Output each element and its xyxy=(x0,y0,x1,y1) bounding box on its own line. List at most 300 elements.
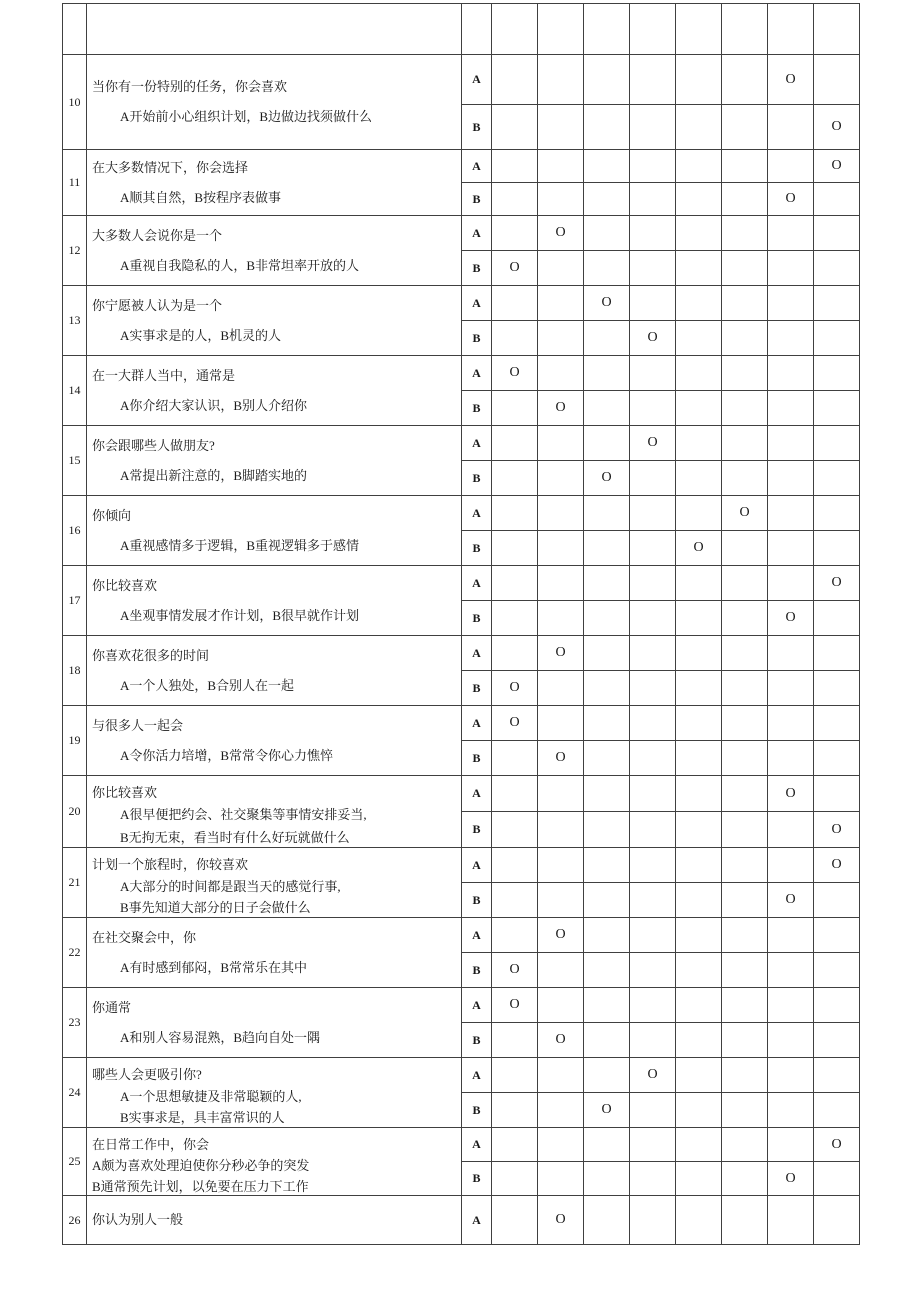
answer-mark-cell: O xyxy=(491,706,537,740)
question-line: 你宁愿被人认为是一个 xyxy=(92,297,223,313)
answer-cell xyxy=(721,460,767,495)
answer-cell xyxy=(813,4,859,54)
answer-cell xyxy=(721,952,767,987)
question-text xyxy=(86,426,461,495)
answer-cell xyxy=(491,150,537,182)
answer-cell xyxy=(721,600,767,635)
question-number: 21 xyxy=(68,875,81,889)
question-line: 在一大群人当中，通常是 xyxy=(92,367,236,383)
question-line: A很早便把约会、社交聚集等事情安排妥当, xyxy=(120,807,367,823)
answer-cell xyxy=(721,776,767,811)
answer-cell xyxy=(537,706,583,740)
answer-cell xyxy=(675,426,721,460)
answer-cell xyxy=(767,356,813,390)
answer-cell xyxy=(721,104,767,149)
answer-mark-cell: O xyxy=(767,776,813,811)
answer-cell xyxy=(491,1058,537,1092)
answer-cell xyxy=(675,882,721,917)
answer-cell xyxy=(583,670,629,705)
answer-cell xyxy=(675,286,721,320)
answer-mark-cell: O xyxy=(813,566,859,600)
answer-mark-cell: O xyxy=(583,460,629,495)
question-block-25 xyxy=(63,1127,859,1195)
answer-mark-cell: O xyxy=(537,918,583,952)
option-label: A xyxy=(461,776,491,811)
option-label: B xyxy=(461,460,491,495)
answer-cell xyxy=(491,286,537,320)
answer-cell xyxy=(675,216,721,250)
answer-cell xyxy=(675,320,721,355)
answer-cell xyxy=(675,1161,721,1195)
question-number: 14 xyxy=(68,383,81,397)
answer-cell xyxy=(537,600,583,635)
answer-mark-cell: O xyxy=(813,848,859,882)
option-label: A xyxy=(461,426,491,460)
answer-cell xyxy=(629,882,675,917)
question-text xyxy=(86,776,461,847)
answer-mark-cell: O xyxy=(491,356,537,390)
answer-mark-cell: O xyxy=(767,1161,813,1195)
answer-cell xyxy=(675,4,721,54)
question-number: 23 xyxy=(68,1015,81,1029)
answer-cell xyxy=(537,4,583,54)
option-label: A xyxy=(461,988,491,1022)
answer-cell xyxy=(675,740,721,775)
answer-cell xyxy=(813,600,859,635)
option-label: B xyxy=(461,104,491,149)
answer-cell xyxy=(767,496,813,530)
question-text xyxy=(86,496,461,565)
answer-cell xyxy=(629,1161,675,1195)
question-line: 你会跟哪些人做朋友? xyxy=(92,437,215,453)
answer-cell xyxy=(583,1161,629,1195)
question-block-16 xyxy=(63,495,859,565)
answer-cell xyxy=(583,356,629,390)
answer-cell xyxy=(491,104,537,149)
answer-cell xyxy=(767,390,813,425)
answer-mark-cell: O xyxy=(629,1058,675,1092)
answer-cell xyxy=(537,104,583,149)
answer-cell xyxy=(721,250,767,285)
question-line: A有时感到郁闷，B常常乐在其中 xyxy=(120,959,308,975)
answer-cell xyxy=(721,55,767,104)
answer-cell xyxy=(537,530,583,565)
answer-cell xyxy=(537,150,583,182)
answer-cell xyxy=(491,600,537,635)
question-line: 计划一个旅程时，你较喜欢 xyxy=(92,857,249,872)
question-block-20 xyxy=(63,775,859,847)
answer-cell xyxy=(629,182,675,215)
answer-cell xyxy=(491,636,537,670)
option-label: B xyxy=(461,530,491,565)
answer-cell xyxy=(813,1058,859,1092)
question-line: 哪些人会更吸引你? xyxy=(92,1067,202,1082)
answer-cell xyxy=(813,390,859,425)
question-line: 你喜欢花很多的时间 xyxy=(92,647,210,663)
answer-cell xyxy=(629,918,675,952)
answer-cell xyxy=(675,150,721,182)
answer-cell xyxy=(813,216,859,250)
answer-mark-cell: O xyxy=(491,952,537,987)
answer-cell xyxy=(767,216,813,250)
question-line: 与很多人一起会 xyxy=(92,717,184,733)
answer-cell xyxy=(767,566,813,600)
answer-cell xyxy=(767,530,813,565)
answer-cell xyxy=(767,670,813,705)
question-line: 在社交聚会中，你 xyxy=(92,929,197,945)
answer-cell xyxy=(583,182,629,215)
answer-cell xyxy=(537,320,583,355)
answer-cell xyxy=(583,104,629,149)
answer-cell xyxy=(491,882,537,917)
answer-cell xyxy=(629,530,675,565)
answer-cell xyxy=(629,4,675,54)
answer-cell xyxy=(721,1022,767,1057)
answer-cell xyxy=(675,1128,721,1161)
answer-cell xyxy=(491,918,537,952)
question-text xyxy=(86,1058,461,1127)
question-text xyxy=(86,4,461,54)
answer-cell xyxy=(813,988,859,1022)
question-block-10 xyxy=(63,54,859,149)
answer-cell xyxy=(491,1196,537,1244)
answer-cell xyxy=(491,4,537,54)
answer-cell xyxy=(491,740,537,775)
answer-cell xyxy=(721,320,767,355)
answer-cell xyxy=(675,390,721,425)
answer-mark-cell: O xyxy=(767,600,813,635)
questionnaire-table xyxy=(62,3,860,1245)
question-line: A重视感情多于逻辑，B重视逻辑多于感情 xyxy=(120,537,360,553)
answer-cell xyxy=(629,55,675,104)
answer-cell xyxy=(767,250,813,285)
answer-cell xyxy=(629,286,675,320)
answer-cell xyxy=(721,216,767,250)
answer-cell xyxy=(813,356,859,390)
answer-cell xyxy=(583,636,629,670)
question-line: A一个人独处，B合别人在一起 xyxy=(120,677,295,693)
answer-cell xyxy=(629,216,675,250)
answer-cell xyxy=(537,250,583,285)
answer-cell xyxy=(491,496,537,530)
answer-cell xyxy=(721,918,767,952)
question-number: 16 xyxy=(68,523,81,537)
answer-cell xyxy=(721,882,767,917)
answer-cell xyxy=(675,55,721,104)
question-line: A和别人容易混熟，B趋向自处一隅 xyxy=(120,1029,321,1045)
answer-cell xyxy=(813,182,859,215)
option-label: B xyxy=(461,182,491,215)
question-number: 18 xyxy=(68,663,81,677)
answer-cell xyxy=(721,150,767,182)
answer-cell xyxy=(675,811,721,847)
answer-cell xyxy=(721,1092,767,1127)
option-label: B xyxy=(461,250,491,285)
question-line: 你通常 xyxy=(92,999,132,1015)
answer-cell xyxy=(767,320,813,355)
question-number: 19 xyxy=(68,733,81,747)
answer-cell xyxy=(491,460,537,495)
question-number: 13 xyxy=(68,313,81,327)
answer-mark-cell: O xyxy=(767,882,813,917)
answer-cell xyxy=(813,670,859,705)
answer-cell xyxy=(721,811,767,847)
answer-cell xyxy=(675,776,721,811)
question-block-21 xyxy=(63,847,859,917)
answer-cell xyxy=(721,390,767,425)
question-text xyxy=(86,636,461,705)
option-label: A xyxy=(461,216,491,250)
answer-cell xyxy=(537,811,583,847)
answer-cell xyxy=(491,320,537,355)
answer-cell xyxy=(583,566,629,600)
question-text xyxy=(86,988,461,1057)
answer-cell xyxy=(675,1058,721,1092)
answer-cell xyxy=(491,1128,537,1161)
answer-cell xyxy=(721,1161,767,1195)
answer-cell xyxy=(721,670,767,705)
answer-cell xyxy=(767,952,813,987)
answer-cell xyxy=(629,150,675,182)
answer-cell xyxy=(583,848,629,882)
answer-mark-cell: O xyxy=(491,988,537,1022)
question-block-24 xyxy=(63,1057,859,1127)
answer-cell xyxy=(721,566,767,600)
question-text xyxy=(86,55,461,149)
answer-cell xyxy=(491,216,537,250)
answer-cell xyxy=(629,988,675,1022)
answer-mark-cell: O xyxy=(767,55,813,104)
question-text xyxy=(86,566,461,635)
question-text xyxy=(86,150,461,215)
answer-cell xyxy=(721,740,767,775)
answer-cell xyxy=(629,1092,675,1127)
answer-cell xyxy=(767,426,813,460)
answer-cell xyxy=(491,1022,537,1057)
option-label: A xyxy=(461,1058,491,1092)
answer-cell xyxy=(491,566,537,600)
answer-mark-cell: O xyxy=(675,530,721,565)
answer-cell xyxy=(583,320,629,355)
question-line: B无拘无束，看当时有什么好玩就做什么 xyxy=(120,829,350,845)
answer-cell xyxy=(583,918,629,952)
answer-cell xyxy=(629,952,675,987)
question-block-11 xyxy=(63,149,859,215)
answer-cell xyxy=(583,776,629,811)
answer-cell xyxy=(537,1128,583,1161)
answer-cell xyxy=(675,670,721,705)
answer-cell xyxy=(583,216,629,250)
question-block-18 xyxy=(63,635,859,705)
answer-cell xyxy=(583,1022,629,1057)
answer-cell xyxy=(813,426,859,460)
answer-cell xyxy=(583,1058,629,1092)
question-line: A坐观事情发展才作计划，B很早就作计划 xyxy=(120,607,360,623)
answer-cell xyxy=(629,776,675,811)
answer-cell xyxy=(767,1058,813,1092)
answer-cell xyxy=(767,104,813,149)
answer-cell xyxy=(767,636,813,670)
option-label: A xyxy=(461,1128,491,1161)
answer-cell xyxy=(583,1128,629,1161)
answer-cell xyxy=(583,496,629,530)
answer-cell xyxy=(813,882,859,917)
answer-cell xyxy=(491,1092,537,1127)
answer-cell xyxy=(721,988,767,1022)
answer-cell xyxy=(629,706,675,740)
answer-cell xyxy=(675,104,721,149)
answer-cell xyxy=(629,848,675,882)
answer-cell xyxy=(675,918,721,952)
answer-cell xyxy=(675,600,721,635)
question-number: 26 xyxy=(68,1212,81,1227)
answer-cell xyxy=(491,182,537,215)
answer-cell xyxy=(721,4,767,54)
answer-cell xyxy=(813,250,859,285)
answer-cell xyxy=(813,952,859,987)
option-label: B xyxy=(461,1161,491,1195)
question-line: B实事求是，具丰富常识的人 xyxy=(120,1110,285,1126)
answer-cell xyxy=(813,496,859,530)
answer-cell xyxy=(721,1128,767,1161)
option-label: A xyxy=(461,918,491,952)
answer-cell xyxy=(491,390,537,425)
option-label: B xyxy=(461,740,491,775)
answer-cell xyxy=(629,811,675,847)
answer-cell xyxy=(491,811,537,847)
option-label: B xyxy=(461,1022,491,1057)
question-text xyxy=(86,286,461,355)
answer-cell xyxy=(583,706,629,740)
answer-cell xyxy=(767,1128,813,1161)
question-block-13 xyxy=(63,285,859,355)
answer-cell xyxy=(767,460,813,495)
answer-mark-cell: O xyxy=(537,1022,583,1057)
answer-cell xyxy=(491,55,537,104)
answer-cell xyxy=(721,530,767,565)
question-number: 10 xyxy=(68,94,81,109)
answer-cell xyxy=(537,1092,583,1127)
answer-cell xyxy=(537,952,583,987)
answer-cell xyxy=(629,600,675,635)
answer-cell xyxy=(813,530,859,565)
question-block-17 xyxy=(63,565,859,635)
answer-cell xyxy=(491,530,537,565)
question-block-14 xyxy=(63,355,859,425)
answer-cell xyxy=(629,356,675,390)
answer-cell xyxy=(675,1196,721,1244)
answer-cell xyxy=(721,1058,767,1092)
answer-cell xyxy=(537,356,583,390)
option-label: A xyxy=(461,636,491,670)
answer-cell xyxy=(767,150,813,182)
question-number: 17 xyxy=(68,593,81,607)
option-label: A xyxy=(461,566,491,600)
question-number: 25 xyxy=(68,1154,81,1168)
answer-cell xyxy=(767,4,813,54)
option-label: A xyxy=(461,1196,491,1244)
option-label: B xyxy=(461,670,491,705)
option-label: B xyxy=(461,600,491,635)
answer-mark-cell: O xyxy=(721,496,767,530)
answer-cell xyxy=(629,1128,675,1161)
answer-cell xyxy=(629,670,675,705)
answer-cell xyxy=(675,636,721,670)
question-number: 11 xyxy=(68,175,81,189)
answer-cell xyxy=(767,988,813,1022)
answer-cell xyxy=(583,55,629,104)
answer-cell xyxy=(537,460,583,495)
answer-cell xyxy=(629,1196,675,1244)
answer-mark-cell: O xyxy=(767,182,813,215)
answer-mark-cell: O xyxy=(813,811,859,847)
option-label: A xyxy=(461,150,491,182)
question-block-12 xyxy=(63,215,859,285)
answer-cell xyxy=(629,460,675,495)
answer-cell xyxy=(813,286,859,320)
question-text xyxy=(86,1196,461,1244)
answer-cell xyxy=(629,566,675,600)
question-line: 你比较喜欢 xyxy=(92,785,158,800)
answer-cell xyxy=(537,496,583,530)
answer-mark-cell: O xyxy=(813,104,859,149)
answer-cell xyxy=(813,1161,859,1195)
answer-cell xyxy=(583,988,629,1022)
question-line: A一个思想敏捷及非常聪颖的人, xyxy=(120,1088,302,1104)
answer-cell xyxy=(813,55,859,104)
answer-cell xyxy=(675,566,721,600)
answer-cell xyxy=(675,706,721,740)
answer-cell xyxy=(537,776,583,811)
option-label: A xyxy=(461,286,491,320)
answer-cell xyxy=(583,1196,629,1244)
option-label: A xyxy=(461,496,491,530)
answer-cell xyxy=(675,1022,721,1057)
answer-cell xyxy=(721,848,767,882)
answer-cell xyxy=(491,848,537,882)
question-text xyxy=(86,356,461,425)
answer-cell xyxy=(813,918,859,952)
answer-cell xyxy=(583,426,629,460)
option-label: A xyxy=(461,848,491,882)
answer-cell xyxy=(583,4,629,54)
answer-cell xyxy=(537,426,583,460)
answer-cell xyxy=(583,600,629,635)
option-label: B xyxy=(461,390,491,425)
question-number: 24 xyxy=(68,1085,81,1099)
answer-cell xyxy=(675,460,721,495)
answer-cell xyxy=(675,1092,721,1127)
option-label: B xyxy=(461,811,491,847)
answer-cell xyxy=(767,848,813,882)
question-line: A令你活力培增，B常常令你心力憔悴 xyxy=(120,747,334,763)
question-line: 在日常工作中，你会 xyxy=(92,1137,210,1152)
answer-mark-cell: O xyxy=(537,740,583,775)
answer-cell xyxy=(537,988,583,1022)
question-block-22 xyxy=(63,917,859,987)
question-block-15 xyxy=(63,425,859,495)
answer-cell xyxy=(813,1022,859,1057)
answer-cell xyxy=(813,740,859,775)
question-text xyxy=(86,706,461,775)
question-line: 你比较喜欢 xyxy=(92,577,158,593)
option-label: A xyxy=(461,356,491,390)
answer-cell xyxy=(675,848,721,882)
answer-cell xyxy=(537,848,583,882)
question-number: 22 xyxy=(68,945,81,959)
answer-cell xyxy=(721,426,767,460)
question-text xyxy=(86,216,461,285)
